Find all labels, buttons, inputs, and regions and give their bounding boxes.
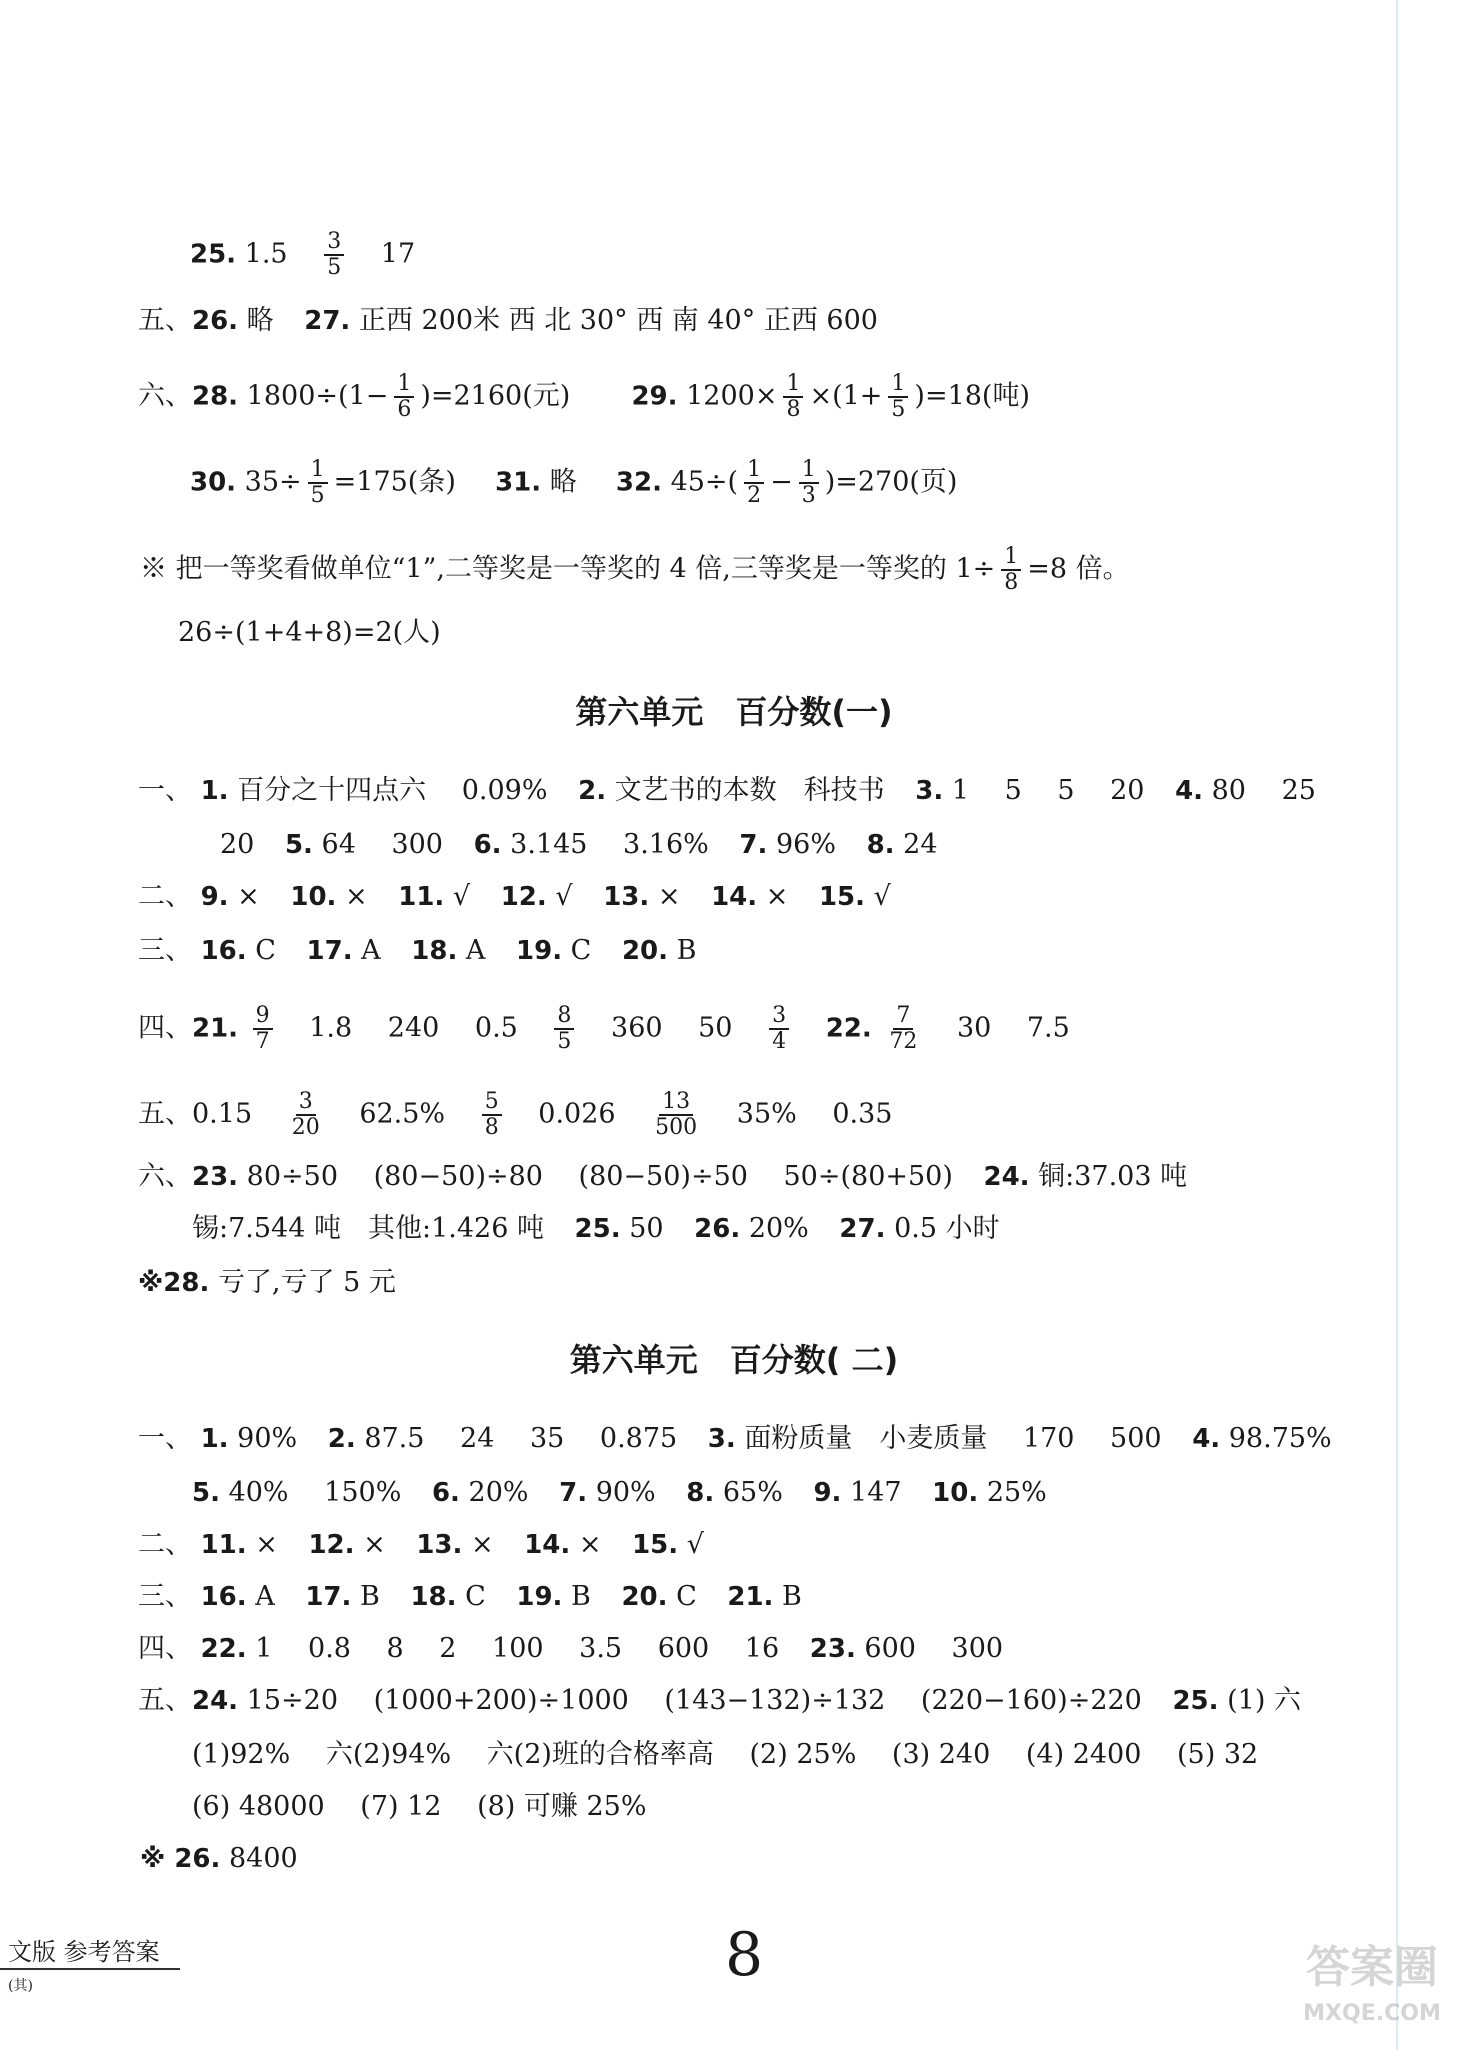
- s1-line-7: 六、23. 80÷50 (80−50)÷80 (80−50)÷50 50÷(80+50) 24. 铜:37.03 吨: [138, 1161, 1188, 1192]
- watermark-text-1: 答案圈: [1306, 1942, 1438, 1993]
- watermark-logo: [1292, 1930, 1452, 2030]
- s1-line-3: 二、 9. × 10. × 11. √ 12. √ 13. × 14. × 15. √: [138, 881, 891, 912]
- page-number: 8: [725, 1920, 764, 1990]
- footer-sub: (其): [8, 1978, 33, 1994]
- note-line-2: 26÷(1+4+8)=2(人): [178, 617, 441, 648]
- s1-line-6: 五、0.15 $\frac{3}{20}$ 62.5% $\frac{5}{8}$ 0.026 $\frac{13}{500}$ 35% 0.35: [138, 1089, 893, 1140]
- s2-line-7: (1)92% 六(2)94% 六(2)班的合格率高 (2) 25% (3) 240 (4) 2400 (5) 32: [192, 1739, 1259, 1770]
- s1-line-5: 四、21. $\frac{9}{7}$ 1.8 240 0.5 $\frac{8}{5}$ 360 50 $\frac{3}{4}$ 22. $\frac{7}{72}$ 30 7.5: [138, 1003, 1070, 1054]
- s1-line-8: 锡:7.544 吨 其他:1.426 吨 25. 50 26. 20% 27. 0.5 小时: [192, 1213, 1000, 1244]
- s1-line-2: 20 5. 64 300 6. 3.145 3.16% 7. 96% 8. 24: [220, 829, 938, 860]
- s2-line-1: 一、 1. 90% 2. 87.5 24 35 0.875 3. 面粉质量 小麦质量 170 500 4. 98.75%: [138, 1423, 1332, 1454]
- fraction: $\frac{3}{5}$: [324, 230, 344, 280]
- footer-label: 文版 参考答案: [8, 1938, 160, 1966]
- s1-line-9: ※28. 亏了,亏了 5 元: [138, 1267, 396, 1298]
- note-line-1: ※ 把一等奖看做单位“1”,二等奖是一等奖的 4 倍,三等奖是一等奖的 1÷ $\frac{1}{8}$ =8 倍。: [140, 544, 1130, 595]
- s2-line-2: 5. 40% 150% 6. 20% 7. 90% 8. 65% 9. 147 10. 25%: [192, 1477, 1047, 1508]
- s2-line-6: 五、24. 15÷20 (1000+200)÷1000 (143−132)÷132 (220−160)÷220 25. (1) 六: [138, 1685, 1301, 1716]
- s1-line-1: 一、 1. 百分之十四点六 0.09% 2. 文艺书的本数 科技书 3. 1 5 5 20 4. 80 25: [138, 775, 1316, 806]
- s1-line-4: 三、 16. C 17. A 18. A 19. C 20. B: [138, 935, 697, 966]
- watermark-text-2: MXQE.COM: [1303, 2001, 1441, 2026]
- s2-line-8: (6) 48000 (7) 12 (8) 可赚 25%: [192, 1791, 647, 1822]
- s2-line-9: ※ 26. 8400: [140, 1843, 298, 1874]
- answer-line-25: 25. 1.5 $\frac{3}{5}$ 17: [190, 229, 416, 280]
- s2-line-5: 四、 22. 1 0.8 8 2 100 3.5 600 16 23. 600 300: [138, 1633, 1004, 1664]
- section-title-1: 第六单元 百分数(一): [575, 693, 893, 731]
- section-title-2: 第六单元 百分数( 二): [569, 1341, 899, 1379]
- q-number: 25.: [190, 239, 237, 270]
- s2-line-4: 三、 16. A 17. B 18. C 19. B 20. C 21. B: [138, 1581, 802, 1612]
- answer-line-28-29: 六、28. 1800÷(1− $\frac{1}{6}$ )=2160(元) 29. 1200× $\frac{1}{8}$ ×(1+ $\frac{1}{5}$ )=18(吨): [138, 371, 1031, 422]
- s2-line-3: 二、 11. × 12. × 13. × 14. × 15. √: [138, 1529, 704, 1560]
- page-edge-line: [1396, 0, 1398, 2050]
- footer-rule: [0, 1968, 180, 1970]
- answer-line-30-32: 30. 35÷ $\frac{1}{5}$ =175(条) 31. 略 32. 45÷( $\frac{1}{2}$ − $\frac{1}{3}$ )=270(页): [190, 457, 958, 508]
- answer-line-26-27: 五、26. 略 27. 正西 200米 西 北 30° 西 南 40° 正西 600: [138, 305, 878, 336]
